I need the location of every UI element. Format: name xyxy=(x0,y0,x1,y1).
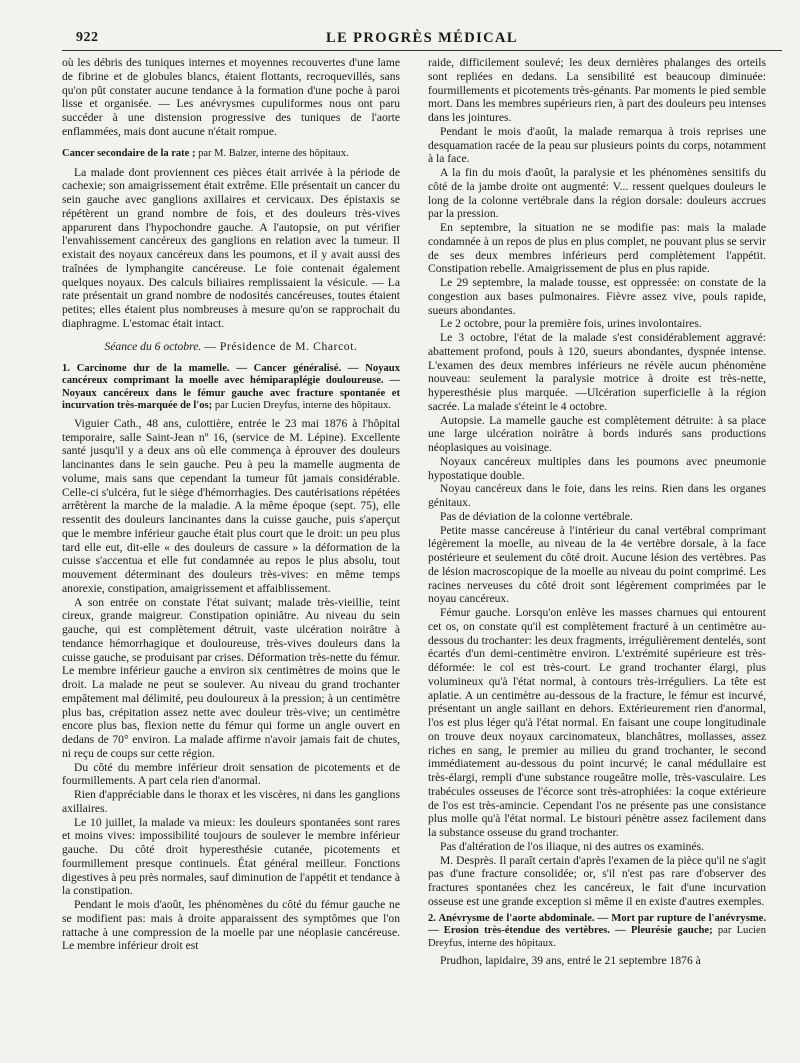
session-president: — Présidence de M. Charcot. xyxy=(204,339,358,353)
paragraph: où les débris des tuniques internes et moyennes recouvertes d'une lame de fibrine et de globules blancs, étaient flottants, recroquevillés, sans qu'on pût constater aucune tendance à la formation d'une poche à paroi lisse et organisée. — Les anévrysmes cupuliformes nous ont paru succéder à une distension progressive des tuniques de l'aorte enflammées, mais dont aucune n'était rompue. xyxy=(62,56,400,138)
paragraph: Fémur gauche. Lorsqu'on enlève les masses charnues qui entourent cet os, on constate qu'il est complètement fracturé à un centimètre au-dessous du trochanter: les deux fragments, irrégulièrement dentelés, sont écartés d'un demi-centimètre environ. L'extrémité supérieure est très-déformée: le col est très-court. Le grand trochanter élargi, plus volumineux qu'à l'état normal, à contours très-irréguliers. La tête est aplatie. A un centimètre au-dessous de la fracture, le fémur est incurvé, présentant un angle saillant en dehors. Extérieurement rien d'anormal, l'os est plus léger qu'à l'état normal. En faisant une coupe longitudinale on trouve deux noyaux carcinomateux, blanchâtres, mollasses, assez riches en sang, le premier au milieu du grand trochanter, le second immédiatement au-dessous du point incurvé; le canal médullaire est très-élargi, rempli d'une substance rougeâtre molle, très-vasculaire. Les trabécules osseuses de l'écorce sont très-atrophiées: la coque extérieure de l'os est très-amincie. Cependant l'os ne présente pas une consistance plus molle qu'à l'état normal. Le bistouri pénètre assez facilement dans la substance osseuse du grand trochanter. xyxy=(428,606,766,839)
journal-title: LE PROGRÈS MÉDICAL xyxy=(326,30,518,46)
section-title: Cancer secondaire de la rate ; xyxy=(62,147,196,159)
paragraph: raide, difficilement soulevé; les deux dernières phalanges des orteils sont repliées en dedans. La sensibilité est beaucoup diminuée: fourmillements et picotements très-génants. Par moments le pied semble mort. Dans les membres supérieurs rien, à part des douleurs peu intenses dans les jointures. xyxy=(428,56,766,124)
page-header xyxy=(62,28,782,51)
paragraph: Petite masse cancéreuse à l'intérieur du canal vertébral comprimant légèrement la moelle, au niveau de la 4e vertèbre dorsale, à la face postérieure et seulement du côté droit. Aucune lésion des vertèbres. Pas de lésion macroscopique de la moelle au niveau du point comprimé. Les racines nerveuses du côté droit sont légèrement comprimées par le noyau cancéreux. xyxy=(428,523,766,606)
paragraph: Le 2 octobre, pour la première fois, urines involontaires. xyxy=(440,317,702,331)
paragraph: Viguier Cath., 48 ans, culottière, entrée le 23 mai 1876 à l'hôpital temporaire, salle Saint-Jean nº 16, (service de M. Lépine). Excellente santé jusqu'il y a deux ans où elle commença à éprouver des douleurs lancinantes dans le sein gauche. Peu à peu la mamelle augmenta de volume, mais sans que cependant la tumeur fût jamais considérable. Celle-ci s'ulcéra, fut le siège d'hémorrhagies. Des cautérisations répétées arrêtèrent la marche de la maladie. A la même époque (sept. 75), elle ressentit des douleurs lancinantes dans la cuisse gauche, puis s'aperçut que le membre inférieur gauche était plus court que le droit: un peu plus tard elle eut, dit-elle « des douleurs de cassure » la déformation de la cuisse s'accentua et elle fut condamnée au repos le plus absolu, tout mouvement déterminant des douleurs très-vives: en même temps anorexie, constipation, amaigrissement et affaiblissement. xyxy=(62,416,400,595)
case-author: par Lucien Dreyfus, interne des hôpitaux. xyxy=(214,400,392,412)
session-date: Séance du 6 octobre. xyxy=(104,339,202,353)
paragraph: Pas d'altération de l'os iliaque, ni des autres os examinés. xyxy=(440,839,705,853)
section-heading xyxy=(62,147,400,160)
paragraph: A la fin du mois d'août, la paralysie et les phénomènes sensitifs du côté de la jambe droite ont augmenté: V... ressent quelques douleurs le long de la colonne vertébrale dans la région dorsale: douleurs accrues par la pression. xyxy=(428,166,766,221)
case-title: 1. Carcinome dur de la mamelle. — Cancer généralisé. — Noyaux cancéreux comprimant la moelle avec hémiparaplégie douloureuse. — Noyaux cancéreux dans le fémur gauche avec fracture spontanée et incurvation très-marquée de l'os; xyxy=(62,362,400,412)
paragraph: Noyaux cancéreux multiples dans les poumons avec pneumonie hypostatique double. xyxy=(428,454,766,482)
session-heading xyxy=(62,340,400,354)
paragraph: Prudhon, lapidaire, 39 ans, entré le 21 septembre 1876 à xyxy=(440,954,701,968)
paragraph: Le 3 octobre, l'état de la malade s'est considérablement aggravé: abattement profond, pouls à 120, sueurs abondantes, dyspnée intense. L'examen des deux membres inférieurs ne révèle aucun phénomène nouveau: seulement la paralysie motrice à droite est très-nette, hyperesthésie plus marquée. —Ulcération superficielle à la région sacrée. La malade s'éteint le 4 octobre. xyxy=(428,331,766,413)
paragraph: Du côté du membre inférieur droit sensation de picotements et de fourmillements. A part cela rien d'anormal. xyxy=(62,760,400,788)
paragraph: Autopsie. La mamelle gauche est complètement détruite: à sa place une large ulcération noirâtre à bords indurés sans productions néoplasiques au voisinage. xyxy=(428,413,766,454)
left-column xyxy=(62,56,400,1056)
paragraph: La malade dont proviennent ces pièces était arrivée à la période de cachexie; son amaigrissement était extrême. Elle présentait un cancer du sein gauche avec ganglions axillaires et cervicaux. Des épistaxis se répétèrent un grand nombre de fois, et des douleurs très-vives apparurent dans l'hypochondre gauche. A l'autopsie, on put vérifier l'envahissement cancéreux des ganglions en relation avec la tumeur. Il existait des noyaux cancéreux dans les poumons, et il y avait aussi des traînées de lymphangite cancéreuse. Le foie contenait également quelques noyaux. Des calculs biliaires remplissaient la vésicule. — La rate présentait un grand nombre de nodosités cancéreuses, toutes étaient petites; elles étaient plus nombreuses à mesure qu'on se rapprochait du diaphragme. L'estomac était intact. xyxy=(62,165,400,330)
paragraph: Pendant le mois d'août, la malade remarqua à trois reprises une desquamation racée de la peau sur plusieurs points du corps, notamment à la face. xyxy=(428,124,766,166)
paragraph: Noyau cancéreux dans le foie, dans les reins. Rien dans les organes génitaux. xyxy=(428,482,766,509)
case-title: 2. Anévrysme de l'aorte abdominale. — Mort par rupture de l'anévrysme. — Erosion très-étendue des vertèbres. — Pleurésie gauche; xyxy=(428,912,766,937)
paragraph: En septembre, la situation ne se modifie pas: mais la malade condamnée à un repos de plus en plus complet, ne pouvant plus se servir de ses deux membres inférieurs perd complètement l'appétit. Constipation rebelle. Amaigrissement de plus en plus rapide. xyxy=(428,221,766,276)
paragraph: M. Desprès. Il paraît certain d'après l'examen de la pièce qu'il ne s'agit pas d'une fracture consolidée; or, s'il n'est pas rare d'observer des fractures spontanées chez les cancéreux, le fait d'une incurvation osseuse est une grande exception si même il en existe d'autres exemples. xyxy=(428,853,766,908)
paragraph: Pendant le mois d'août, les phénomènes du côté du fémur gauche ne se modifient pas: mais à droite apparaissent des symptômes que l'on rattache à une compression de la moelle par une néoplasie cancéreuse. Le membre inférieur droit est xyxy=(62,898,400,953)
case-heading xyxy=(428,913,766,951)
page-number: 922 xyxy=(76,30,99,45)
paragraph: Rien d'appréciable dans le thorax et les viscères, ni dans les ganglions axillaires. xyxy=(62,788,400,815)
paragraph: A son entrée on constate l'état suivant; malade très-vieillie, teint cireux, grande maigreur. Constipation opiniâtre. Au niveau du sein gauche, qui est complètement détruit, vaste ulcération noirâtre à tendance hémorrhagique et douloureuse, très-vives douleurs dans la cuisse gauche, se produisant par crises. Déformation très-nette du fémur. Le membre inférieur gauche a environ six centimètres de moins que le droit. La malade ne peut se soulever. Au niveau du grand trochanter empâtement mal délimité, peu douloureux à la pression; à un centimètre plus bas, crépitation assez nette avec douleur très-vive; un centimètre encore plus bas, flexion nette du fémur qui forme un angle ouvert en dedans de 70° environ. La malade affirme n'avoir jamais fait de chutes, ni reçu de coups sur cette région. xyxy=(62,595,400,760)
paragraph: Le 29 septembre, la malade tousse, est oppressée: on constate de la congestion aux bases pulmonaires. Fièvre assez vive, pouls rapide, sueurs abondantes. xyxy=(428,276,766,317)
case-author: par Lucien Dreyfus, interne des hôpitaux. xyxy=(428,925,766,949)
paragraph: Le 10 juillet, la malade va mieux: les douleurs spontanées sont rares et moins vives: impossibilité toujours de soulever le membre inférieur gauche. Du côté droit hyperesthésie cutanée, picotements et fourmillement presque continuels. État général meilleur. Fonctions digestives à peu près normales, sauf diminution de l'appétit et tendance à la constipation. xyxy=(62,815,400,898)
paragraph: Pas de déviation de la colonne vertébrale. xyxy=(440,509,633,523)
right-column xyxy=(428,56,766,1056)
case-heading xyxy=(62,363,400,413)
section-author: par M. Balzer, interne des hôpitaux. xyxy=(198,147,349,159)
